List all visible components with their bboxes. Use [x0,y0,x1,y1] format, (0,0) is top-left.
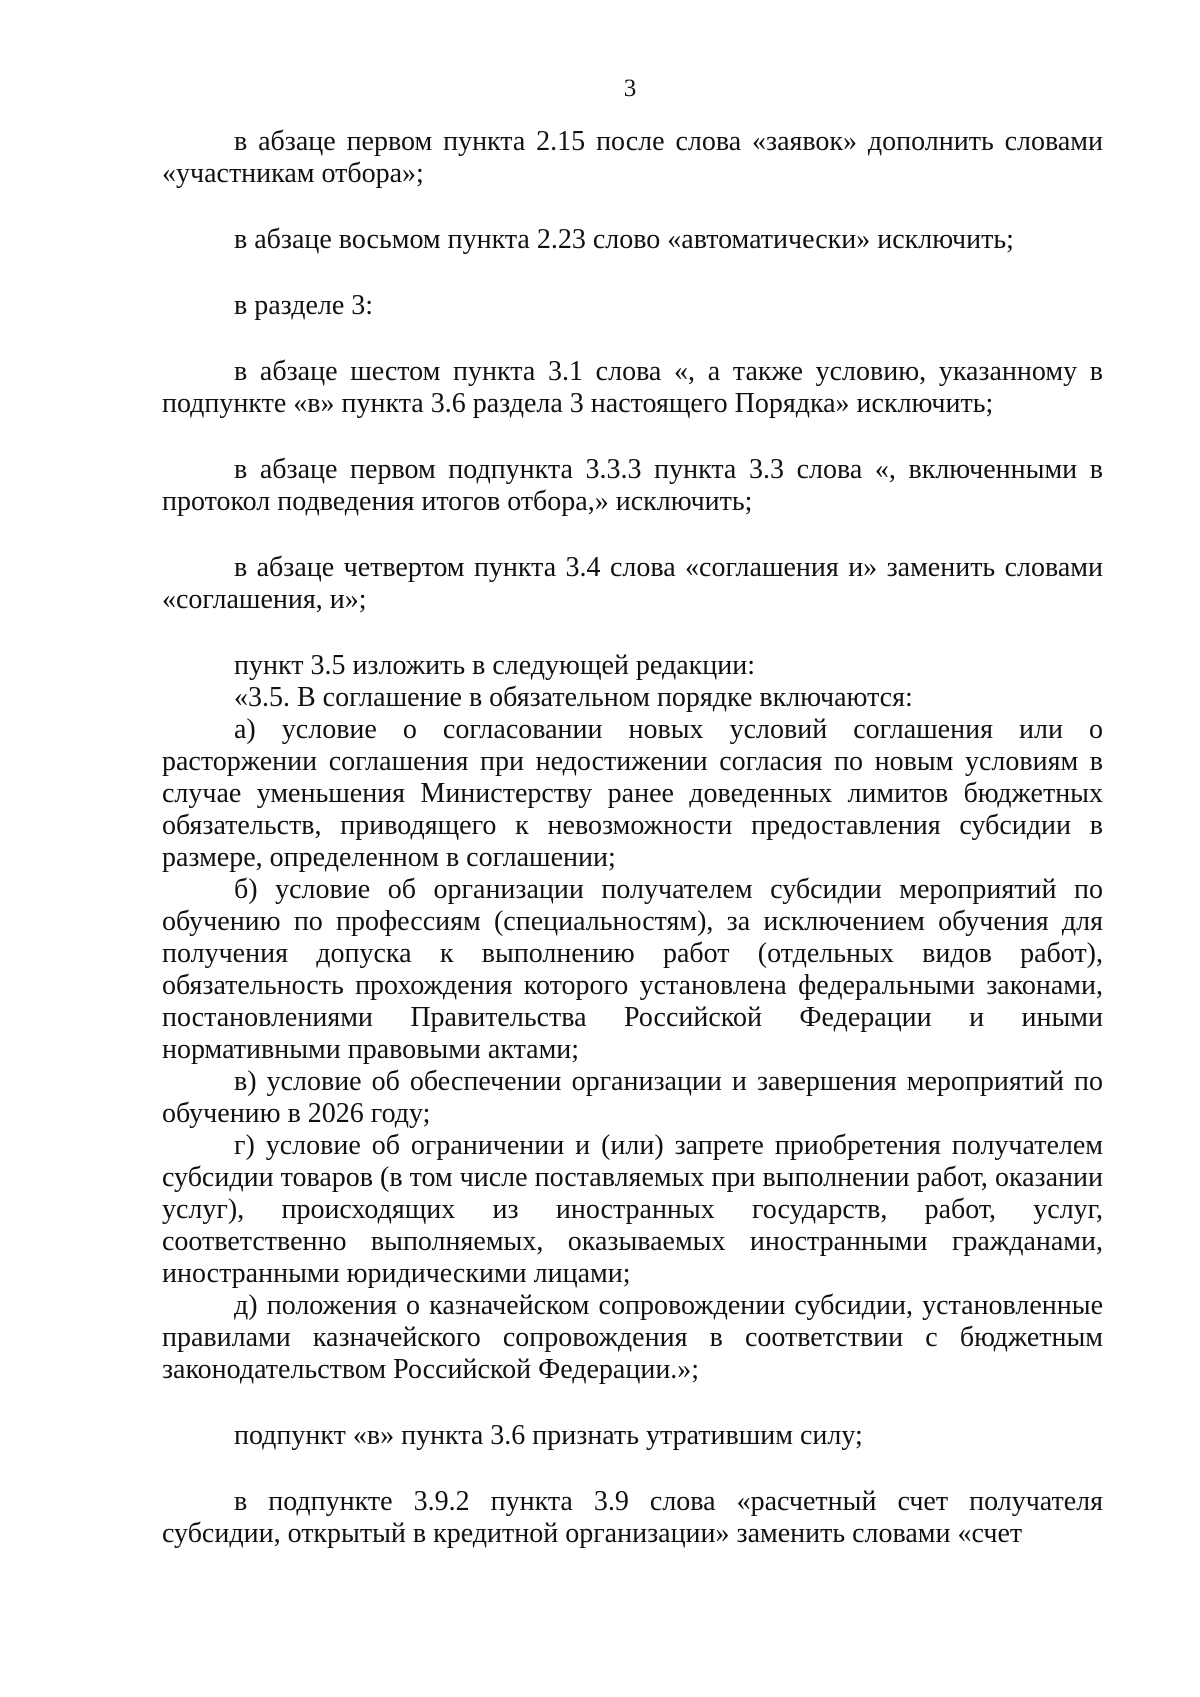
paragraph: пункт 3.5 изложить в следующей редакции: [234,650,755,681]
paragraph: «3.5. В соглашение в обязательном порядке включаются: [234,682,913,713]
list-item: в) условие об обеспечении организации и завершения мероприятий по обучению в 2026 году; [162,1066,1103,1129]
paragraph: подпункт «в» пункта 3.6 признать утратившим силу; [234,1420,863,1451]
paragraph: в абзаце четвертом пункта 3.4 слова «соглашения и» заменить словами «соглашения, и»; [162,552,1103,615]
paragraph: в подпункте 3.9.2 пункта 3.9 слова «расчетный счет получателя субсидии, открытый в кредитной организации» заменить словами «счет [162,1486,1103,1549]
paragraph: в абзаце восьмом пункта 2.23 слово «автоматически» исключить; [234,224,1014,255]
list-item: г) условие об ограничении и (или) запрете приобретения получателем субсидии товаров (в том числе поставляемых при выполнении работ, оказании услуг), происходящих из иностранных государств, работ, услуг, соответственно выполняемых, оказываемых иностранными гражданами, иностранными юридическими лицами; [162,1130,1103,1289]
list-item: б) условие об организации получателем субсидии мероприятий по обучению по профессиям (специальностям), за исключением обучения для получения допуска к выполнению работ (отдельных видов работ), обязательность прохождения которого установлена федеральными законами, постановлениями Правительства Российской Федерации и иными нормативными правовыми актами; [162,874,1103,1065]
paragraph: в разделе 3: [234,290,374,321]
list-item: д) положения о казначейском сопровождении субсидии, установленные правилами казначейского сопровождения в соответствии с бюджетным законодательством Российской Федерации.»; [162,1290,1103,1385]
document-body [162,126,1103,1550]
list-item: а) условие о согласовании новых условий соглашения или о расторжении соглашения при недостижении согласия по новым условиям в случае уменьшения Министерству ранее доведенных лимитов бюджетных обязательств, приводящего к невозможности предоставления субсидии в размере, определенном в соглашении; [162,714,1103,873]
page-number: 3 [623,75,637,102]
paragraph: в абзаце шестом пункта 3.1 слова «, а также условию, указанному в подпункте «в» пункта 3.6 раздела 3 настоящего Порядка» исключить; [162,356,1103,419]
paragraph: в абзаце первом пункта 2.15 после слова «заявок» дополнить словами «участникам отбора»; [162,126,1103,189]
paragraph: в абзаце первом подпункта 3.3.3 пункта 3.3 слова «, включенными в протокол подведения итогов отбора,» исключить; [162,454,1103,517]
